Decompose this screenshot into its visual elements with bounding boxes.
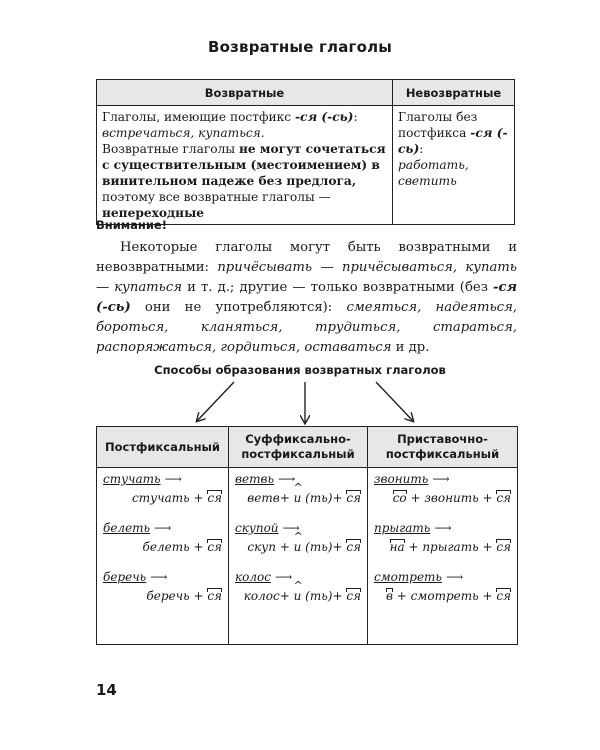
header-prefix-postfix: Приставочно-постфиксальный xyxy=(368,427,518,468)
base-word: прыгать xyxy=(422,540,479,554)
ending: (ть) xyxy=(305,589,333,603)
postfix-mark: ся xyxy=(207,540,222,554)
base-word: беречь xyxy=(146,589,190,603)
methods-subtitle: Способы образования возвратных глаголов xyxy=(154,363,446,377)
postfix-example: беречь ⟶ беречь + ся xyxy=(103,570,222,603)
arrow-right-icon: ⟶ xyxy=(282,521,300,535)
prefix-postfix-column xyxy=(368,468,518,645)
header-suffix-postfix: Суффиксально-постфиксальный xyxy=(229,427,368,468)
para-part-5: они не употребляются): xyxy=(130,300,347,315)
para-part-6: смеяться, надеяться, бороться, кланяться, трудиться, стараться, распоряжаться, гордиться, оставаться xyxy=(96,300,517,355)
reflexive-def: Глаголы, имеющие постфикс xyxy=(102,110,295,124)
header-nonreflexive: Невозвратные xyxy=(393,80,515,106)
header-postfix: Постфиксальный xyxy=(97,427,229,468)
reflexive-table xyxy=(96,79,515,225)
para-part-4: -ся (-сь) xyxy=(96,280,517,315)
reflexive-rule-a: Возвратные глаголы xyxy=(102,142,239,156)
para-part-7: и др. xyxy=(391,340,430,355)
prefix-postfix-example: смотреть ⟶ в + смотреть + ся xyxy=(374,570,511,603)
arrow-right-icon: ⟶ xyxy=(434,521,452,535)
base-word: скуп xyxy=(247,540,276,554)
ending: (ть) xyxy=(305,540,333,554)
reflexive-rule-c: поэтому все возвратные глаголы — xyxy=(102,190,331,204)
source-word: ветвь xyxy=(235,472,274,486)
postfix-mark: ся xyxy=(496,491,511,505)
postfix-mark: ся xyxy=(496,589,511,603)
source-word: смотреть xyxy=(374,570,442,584)
arrow-right-icon: ⟶ xyxy=(274,570,293,584)
postfix-mark: ся xyxy=(207,491,222,505)
page-title: Возвратные глаголы xyxy=(207,38,393,56)
attention-paragraph xyxy=(96,238,517,358)
methods-table xyxy=(96,426,518,645)
source-word: белеть xyxy=(103,521,151,535)
base-word: ветв xyxy=(247,491,280,505)
reflexive-colon: : xyxy=(353,110,358,124)
base-word: колос xyxy=(243,589,280,603)
suffix-postfix-example: колос ⟶ колос+ ^ и (ть)+ ся xyxy=(235,570,361,619)
source-word: прыгать xyxy=(374,521,431,535)
prefix-mark: со xyxy=(392,491,407,505)
nonreflexive-postfix: -ся (-сь) xyxy=(398,126,508,156)
nonreflexive-cell xyxy=(393,106,515,225)
source-word: беречь xyxy=(103,570,147,584)
arrow-right-icon: ⟶ xyxy=(432,472,450,486)
arrow-left-icon xyxy=(197,382,234,421)
header-reflexive: Возвратные xyxy=(97,80,393,106)
arrow-right-icon: ⟶ xyxy=(164,472,182,486)
postfix-mark: ся xyxy=(346,491,361,505)
arrow-right-icon: ⟶ xyxy=(154,521,172,535)
ending: (ть) xyxy=(305,491,333,505)
para-part-2: причёсывать — причёсываться, купать — купаться xyxy=(96,260,517,295)
suffix-mark: ^ и xyxy=(294,589,302,603)
reflexive-rule-b: не могут сочетаться с существительным (местоимением) в винительном падеже без предлога, xyxy=(102,142,386,188)
reflexive-rule-d: непереходные xyxy=(102,206,205,220)
prefix-mark: на xyxy=(389,540,405,554)
reflexive-cell xyxy=(97,106,393,225)
nonreflexive-examples: работать, светить xyxy=(398,158,469,188)
postfix-example: стучать ⟶ стучать + ся xyxy=(103,472,222,505)
arrow-right-icon xyxy=(376,382,413,421)
prefix-mark: в xyxy=(386,589,393,603)
reflexive-postfix: -ся (-сь) xyxy=(294,110,354,124)
postfix-example: белеть ⟶ белеть + ся xyxy=(103,521,222,554)
arrow-right-icon: ⟶ xyxy=(277,472,296,486)
postfix-mark: ся xyxy=(346,540,361,554)
arrow-right-icon: ⟶ xyxy=(150,570,168,584)
base-word: звонить xyxy=(424,491,479,505)
prefix-postfix-example: звонить ⟶ со + звонить + ся xyxy=(374,472,511,505)
postfix-column xyxy=(97,468,229,645)
nonreflexive-def: Глаголы без постфикса xyxy=(398,110,478,140)
page-number: 14 xyxy=(96,681,117,699)
source-word: звонить xyxy=(374,472,429,486)
suffix-postfix-example: ветвь ⟶ ветв+ ^ и (ть)+ ся xyxy=(235,472,361,521)
source-word: стучать xyxy=(103,472,161,486)
para-part-3: и т. д.; другие — только возвратными (без xyxy=(181,280,493,295)
source-word: колос xyxy=(235,570,271,584)
postfix-mark: ся xyxy=(207,589,222,603)
arrows-diagram xyxy=(0,378,600,430)
suffix-postfix-example: скупой ⟶ скуп + ^ и (ть)+ ся xyxy=(235,521,361,570)
attention-heading: Внимание! xyxy=(96,218,167,232)
suffix-mark: ^ и xyxy=(294,540,302,554)
postfix-mark: ся xyxy=(496,540,511,554)
para-part-1: Некоторые глаголы могут быть возвратными и невозвратными: xyxy=(96,240,517,275)
base-word: смотреть xyxy=(410,589,479,603)
suffix-postfix-column xyxy=(229,468,368,645)
suffix-mark: ^ и xyxy=(294,491,302,505)
base-word: белеть xyxy=(142,540,190,554)
reflexive-examples: встречаться, купаться. xyxy=(102,126,265,140)
arrow-right-icon: ⟶ xyxy=(445,570,464,584)
base-word: стучать xyxy=(132,491,190,505)
postfix-mark: ся xyxy=(346,589,361,603)
nonreflexive-colon: : xyxy=(419,142,424,156)
source-word: скупой xyxy=(235,521,279,535)
prefix-postfix-example: прыгать ⟶ на + прыгать + ся xyxy=(374,521,511,554)
